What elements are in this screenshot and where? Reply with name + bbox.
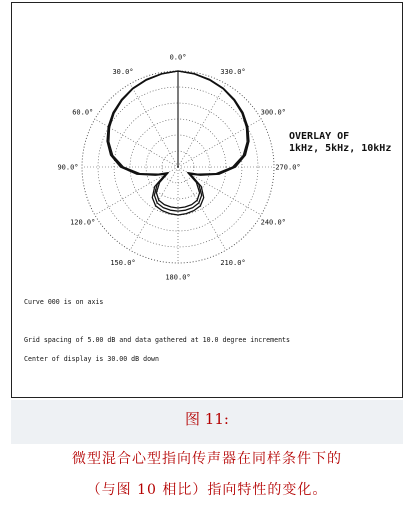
polar-grid xyxy=(82,71,274,263)
note-on-axis: Curve 000 is on axis xyxy=(24,298,104,306)
figure-caption xyxy=(11,398,403,511)
angle-tick-label: 90.0° xyxy=(57,163,79,172)
angle-tick-label: 330.0° xyxy=(220,68,246,77)
angle-tick-label: 270.0° xyxy=(275,163,301,172)
grid-spoke xyxy=(178,167,226,250)
note-grid-spacing: Grid spacing of 5.00 dB and data gathered at 10.0 degree increments xyxy=(24,336,290,344)
overlay-frequencies-text: 1kHz, 5kHz, 10kHz xyxy=(289,143,392,154)
grid-spoke xyxy=(130,84,178,167)
note-center-level: Center of display is 30.00 dB down xyxy=(24,355,159,363)
overlay-legend xyxy=(289,131,391,155)
angle-tick-label: 300.0° xyxy=(260,108,286,117)
angle-ticks xyxy=(57,54,300,282)
angle-tick-label: 210.0° xyxy=(220,258,246,267)
figure-frame xyxy=(11,2,403,398)
angle-tick-label: 240.0° xyxy=(260,218,286,227)
angle-tick-label: 120.0° xyxy=(70,218,96,227)
angle-tick-label: 60.0° xyxy=(72,108,94,117)
grid-spoke xyxy=(130,167,178,250)
grid-spoke xyxy=(178,84,226,167)
angle-tick-label: 180.0° xyxy=(165,273,191,282)
overlay-title-text: OVERLAY OF xyxy=(289,131,350,142)
figure-number: 图 11: xyxy=(185,410,229,428)
angle-tick-label: 30.0° xyxy=(112,68,134,77)
angle-tick-label: 150.0° xyxy=(110,258,136,267)
caption-line-1: 微型混合心型指向传声器在同样条件下的 xyxy=(72,451,342,467)
angle-tick-label: 0.0° xyxy=(169,53,187,62)
caption-line-2: （与图 10 相比）指向特性的变化。 xyxy=(86,482,328,498)
